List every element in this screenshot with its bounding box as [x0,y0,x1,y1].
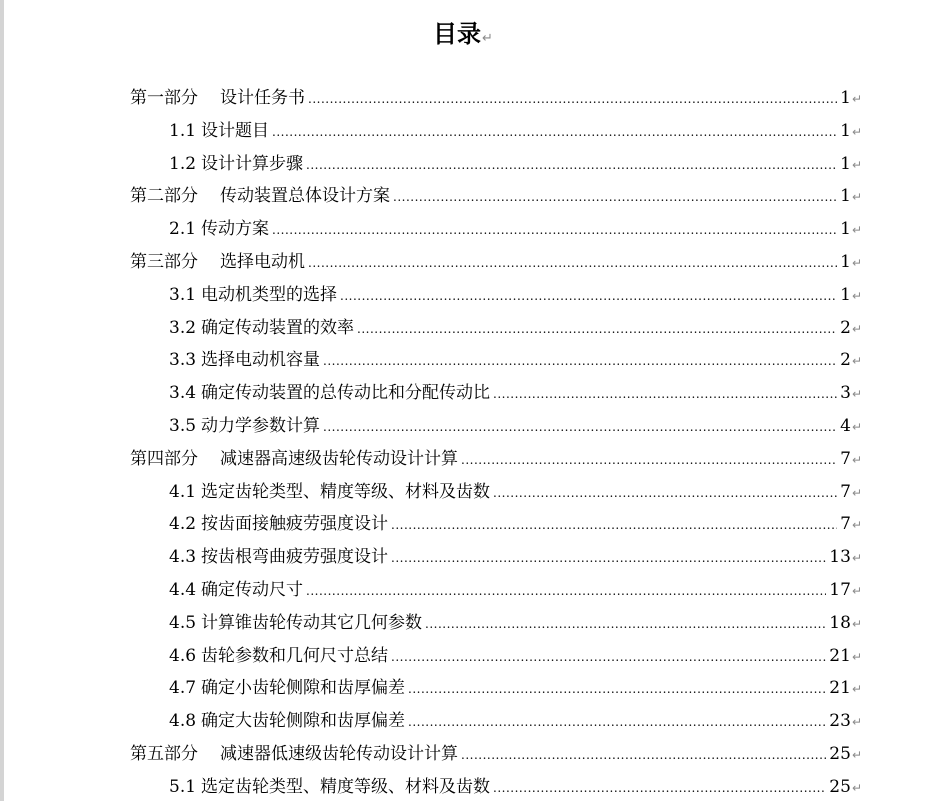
toc-entry[interactable] [0,245,926,278]
toc-entry[interactable] [0,278,926,311]
toc-page-number-value: 1 [840,186,851,207]
toc-entry-number: 第四部分 [130,448,198,469]
toc-entry-label [169,381,490,405]
toc-page-number-value: 13 [829,547,851,568]
toc-page-number-value: 4 [840,415,851,436]
paragraph-mark-icon: ↵ [851,518,862,533]
toc-entry[interactable] [0,737,926,770]
toc-entry[interactable] [0,442,926,475]
toc-entry-line[interactable] [169,152,862,176]
toc-entry-number: 4.1 [169,481,197,502]
toc-entry-title: 传动装置总体设计方案 [220,186,390,207]
toc-page-number [840,283,862,308]
toc-dot-leader [308,87,837,111]
toc-entry-number: 第三部分 [130,251,198,272]
toc-entry-title: 设计任务书 [220,88,305,108]
toc-page-number [840,414,862,439]
toc-entry-number: 3.5 [169,415,197,436]
toc-page-number [829,676,862,701]
toc-page-number-value: 17 [829,579,851,600]
toc-entry[interactable] [0,573,926,606]
paragraph-mark-icon: ↵ [851,649,862,664]
toc-page-number-value: 3 [840,383,851,404]
toc-page-number-value: 7 [840,514,851,535]
toc-entry-title: 选择电动机容量 [201,350,321,371]
toc-page-number [829,611,862,636]
paragraph-mark-icon: ↵ [851,682,862,697]
toc-entry-line[interactable] [169,283,862,307]
paragraph-mark-icon: ↵ [851,780,862,795]
toc-page-number-value: 25 [829,776,851,797]
toc-entry-line[interactable] [169,414,862,438]
toc-entry-label [169,644,388,668]
toc-entry[interactable] [0,376,926,409]
paragraph-mark-icon: ↵ [851,190,862,205]
toc-entry-line[interactable] [169,545,862,569]
paragraph-mark-icon: ↵ [851,715,862,730]
toc-page-number [829,775,862,800]
toc-entry-label [169,578,303,602]
toc-entry-title: 按齿面接触疲劳强度设计 [201,514,389,535]
toc-dot-leader [323,415,837,439]
toc-page-number [829,578,862,603]
toc-entry-number: 4.6 [169,645,197,666]
toc-page-number [840,512,862,537]
toc-dot-leader [493,776,826,800]
toc-entry-label [169,611,422,635]
toc-entry-title: 选择电动机 [220,251,305,272]
toc-entry-line[interactable] [130,184,862,208]
toc-entry[interactable] [0,311,926,344]
toc-dot-leader [340,284,837,308]
toc-entry[interactable] [0,671,926,704]
toc-entry-number: 4.4 [169,579,197,600]
toc-dot-leader [461,743,826,767]
toc-entry-title: 齿轮参数和几何尺寸总结 [201,645,389,666]
toc-entry-line[interactable] [169,119,862,143]
toc-page-number [840,381,862,406]
toc-entry-label [169,480,490,504]
paragraph-mark-icon: ↵ [851,223,862,238]
toc-entry-label [169,414,320,438]
toc-page-number [829,644,862,669]
toc-entry-number: 第二部分 [130,186,198,207]
toc-entry[interactable] [0,770,926,801]
toc-entry[interactable] [0,81,926,114]
toc-entry-label [130,86,305,110]
paragraph-mark-icon: ↵ [851,616,862,631]
toc-page-number [840,152,862,177]
toc-entry-line[interactable] [169,480,862,504]
toc-entry-number: 2.1 [169,219,197,240]
paragraph-mark-icon: ↵ [851,288,862,303]
toc-entry-label [169,775,490,799]
toc-title [0,16,926,57]
toc-page-number [840,316,862,341]
toc-entry[interactable] [0,179,926,212]
toc-entry[interactable] [0,606,926,639]
toc-entry-number: 4.2 [169,514,197,535]
paragraph-mark-icon: ↵ [851,387,862,402]
paragraph-mark-icon: ↵ [851,583,862,598]
toc-entry-line[interactable] [130,742,862,766]
toc-entry[interactable] [0,475,926,508]
toc-page-number [840,86,862,111]
toc-entry[interactable] [0,343,926,376]
toc-entry-title: 按齿根弯曲疲劳强度设计 [201,547,389,568]
toc-page-number [840,447,862,472]
toc-dot-leader [306,153,837,177]
paragraph-mark-icon: ↵ [851,354,862,369]
toc-page-number-value: 1 [840,284,851,305]
toc-page-number-value: 2 [840,317,851,338]
toc-entry-number: 3.1 [169,284,197,305]
toc-dot-leader [391,546,826,570]
toc-entry-number: 4.8 [169,711,197,732]
toc-page-number-value: 7 [840,448,851,469]
toc-dot-leader [493,382,837,406]
toc-entry-label [169,348,320,372]
toc-entry-line[interactable] [169,217,862,241]
toc-dot-leader [357,317,837,341]
toc-entry-label [169,217,269,241]
toc-entry[interactable] [0,540,926,573]
toc-page-number-value: 1 [840,251,851,272]
toc-dot-leader [493,481,837,505]
toc-page-number-value: 2 [840,350,851,371]
toc-page-number-value: 18 [829,612,851,633]
toc-dot-leader [391,513,837,537]
toc-entry-title: 传动方案 [201,219,270,240]
paragraph-mark-icon: ↵ [851,321,862,336]
toc-entry-label [130,447,458,471]
toc-entry[interactable] [0,639,926,672]
toc-entry-number: 4.7 [169,678,197,699]
toc-page-number [840,480,862,505]
toc-entry-title: 确定大齿轮侧隙和齿厚偏差 [201,711,406,732]
toc-entry-title: 确定传动装置的总传动比和分配传动比 [201,383,491,404]
toc-entry[interactable] [0,704,926,737]
toc-page-number [840,348,862,373]
toc-entry-title: 动力学参数计算 [201,415,321,436]
toc-page-number [840,217,862,242]
toc-dot-leader [408,710,826,734]
toc-entry-line[interactable] [169,381,862,405]
toc-dot-leader [272,120,837,144]
toc-dot-leader [393,185,837,209]
toc-page-number-value: 1 [840,120,851,141]
toc-entry-line[interactable] [130,250,862,274]
toc-dot-leader [425,612,826,636]
paragraph-mark-icon: ↵ [851,551,862,566]
toc-entry-label [130,250,305,274]
toc-entry-title: 确定传动尺寸 [201,579,304,600]
toc-page-number-value: 25 [829,743,851,764]
toc-entry-title: 确定传动装置的效率 [201,317,355,338]
paragraph-mark-icon: ↵ [851,419,862,434]
toc-title-text: 目录 [433,20,482,48]
toc-entry-number: 1.2 [169,153,197,174]
toc-dot-leader [306,579,826,603]
toc-entry-title: 设计题目 [201,120,270,141]
toc-entry-number: 4.5 [169,612,197,633]
paragraph-mark-icon: ↵ [851,485,862,500]
toc-entry-label [130,184,390,208]
toc-entry-number: 第五部分 [130,743,198,764]
toc-entry-label [169,709,405,733]
toc-dot-leader [461,448,837,472]
toc-page-number-value: 1 [840,88,851,108]
toc-dot-leader [272,218,837,242]
toc-entry-number: 4.3 [169,547,197,568]
toc-entry-label [169,316,354,340]
toc-entry-label [169,283,337,307]
toc-entry-title: 确定小齿轮侧隙和齿厚偏差 [201,678,406,699]
toc-entry-line[interactable] [169,676,862,700]
toc-entry[interactable] [0,114,926,147]
toc-entry-title: 减速器低速级齿轮传动设计计算 [220,743,458,764]
paragraph-mark-icon: ↵ [851,452,862,467]
toc-page-number [840,184,862,209]
toc-entry-line[interactable] [169,578,862,602]
toc-entry-label [130,742,458,766]
toc-entry-number: 1.1 [169,120,197,141]
toc-entry-title: 电动机类型的选择 [201,284,338,305]
toc-entry-line[interactable] [169,316,862,340]
toc-entry-line[interactable] [130,447,862,471]
toc-page-number [829,545,862,570]
toc-entry-number: 3.4 [169,383,197,404]
toc-dot-leader [391,645,826,669]
toc-page-number [829,709,862,734]
toc-entry-line[interactable] [169,348,862,372]
toc-page-number-value: 1 [840,153,851,174]
toc-entry-line[interactable] [130,86,862,110]
toc-entry[interactable] [0,147,926,180]
toc-entry-number: 3.3 [169,350,197,371]
toc-entry-label [169,119,269,143]
toc-page-number [829,742,862,767]
paragraph-mark-icon: ↵ [851,255,862,270]
table-of-contents [0,81,926,801]
paragraph-mark-icon: ↵ [851,92,862,106]
toc-entry-number: 3.2 [169,317,197,338]
paragraph-mark-icon: ↵ [851,747,862,762]
paragraph-mark-icon: ↵ [482,31,493,46]
toc-page-number-value: 21 [829,678,851,699]
paragraph-mark-icon: ↵ [851,157,862,172]
toc-page-number-value: 1 [840,219,851,240]
toc-entry[interactable] [0,212,926,245]
toc-dot-leader [308,251,837,275]
toc-dot-leader [323,349,837,373]
toc-entry-line[interactable] [169,709,862,733]
toc-entry-number: 第一部分 [130,88,198,108]
toc-entry-title: 设计计算步骤 [201,153,304,174]
toc-entry-title: 减速器高速级齿轮传动设计计算 [220,448,458,469]
toc-entry-label [169,545,388,569]
toc-entry-number: 5.1 [169,776,197,797]
toc-dot-leader [408,677,826,701]
toc-entry-line[interactable] [169,512,862,536]
toc-page-number-value: 23 [829,711,851,732]
toc-page-number-value: 7 [840,481,851,502]
toc-entry-line[interactable] [169,775,862,799]
toc-entry-title: 选定齿轮类型、精度等级、材料及齿数 [201,776,491,797]
toc-entry-label [169,676,405,700]
toc-entry-label [169,152,303,176]
toc-entry-line[interactable] [169,611,862,635]
toc-page-number-value: 21 [829,645,851,666]
toc-entry[interactable] [0,409,926,442]
toc-entry-label [169,512,388,536]
toc-page-number [840,119,862,144]
toc-entry[interactable] [0,507,926,540]
toc-entry-line[interactable] [169,644,862,668]
toc-entry-title: 计算锥齿轮传动其它几何参数 [201,612,423,633]
paragraph-mark-icon: ↵ [851,124,862,139]
toc-entry-title: 选定齿轮类型、精度等级、材料及齿数 [201,481,491,502]
toc-page-number [840,250,862,275]
